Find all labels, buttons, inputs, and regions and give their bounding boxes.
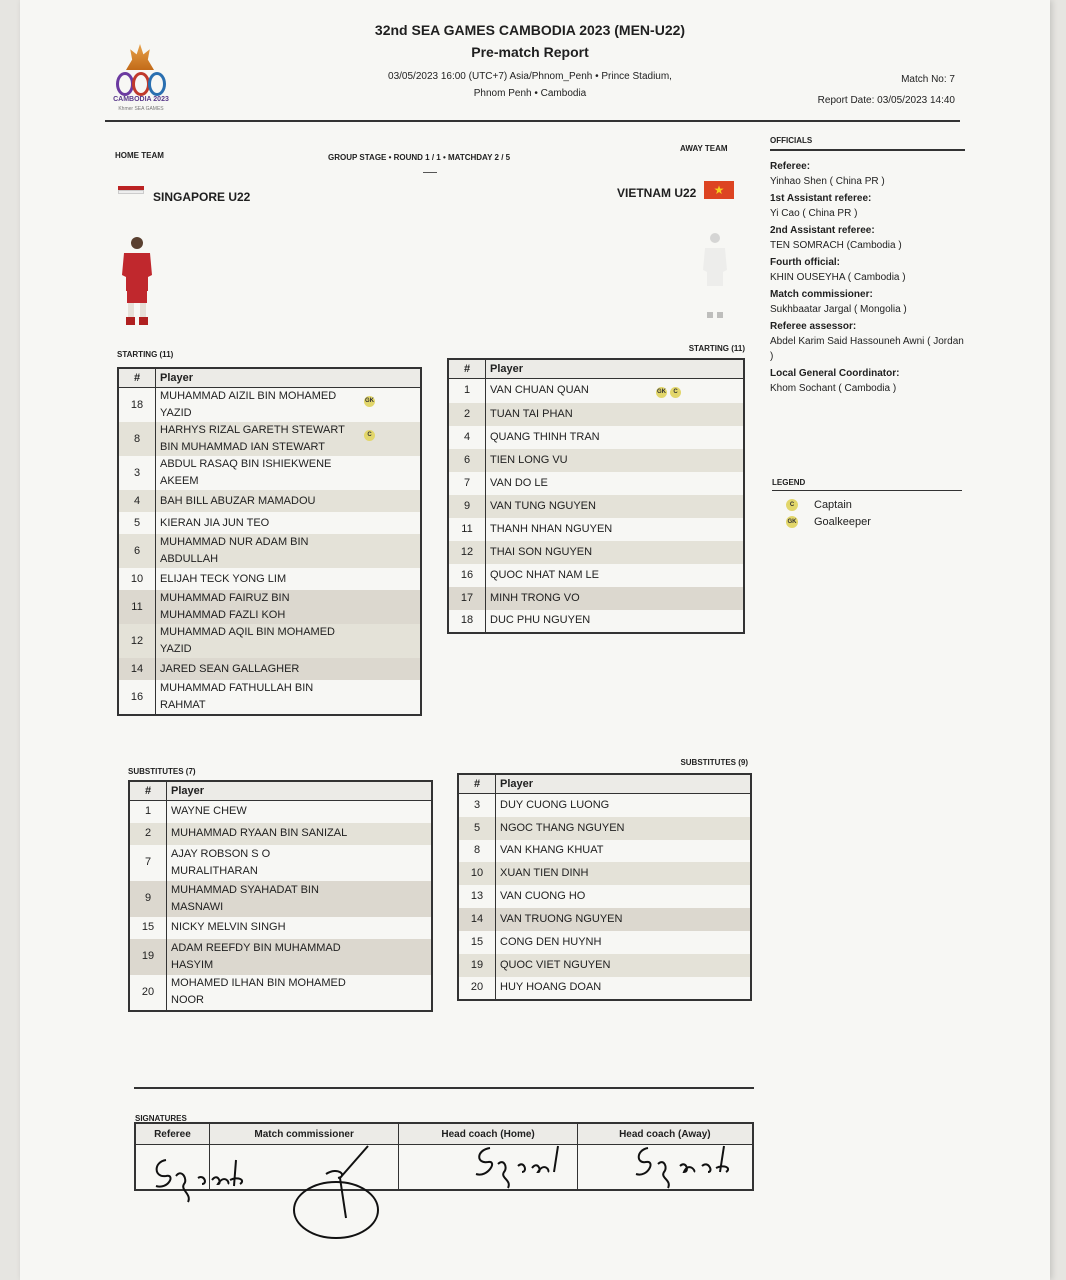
player-name: THAI SON NGUYEN: [490, 545, 593, 558]
home-subs-table: [128, 780, 433, 1012]
player-name: MOHAMED ILHAN BIN MOHAMED NOOR: [171, 977, 346, 1006]
table-row: [448, 472, 744, 495]
match-number: Match No: 7: [901, 74, 955, 85]
player-name: CONG DEN HUYNH: [500, 935, 602, 948]
table-row: [129, 917, 432, 939]
player-number: 9: [129, 881, 167, 917]
player-number: 8: [118, 422, 156, 456]
player-name: VAN TRUONG NGUYEN: [500, 912, 623, 925]
player-number: 10: [458, 862, 496, 885]
legend-goalkeeper-label: Goalkeeper: [814, 516, 871, 528]
player-name-cell: [486, 518, 745, 541]
table-row: [118, 512, 421, 534]
player-name: WAYNE CHEW: [171, 805, 247, 818]
player-number: 6: [448, 449, 486, 472]
player-name-cell: [496, 794, 752, 817]
away-subs-label: SUBSTITUTES (9): [680, 758, 748, 767]
home-subs-label: SUBSTITUTES (7): [128, 767, 196, 776]
table-row: [118, 568, 421, 590]
home-coach-signature: [468, 1140, 568, 1200]
player-name: MUHAMMAD SYAHADAT BIN MASNAWI: [171, 883, 319, 913]
report-date: Report Date: 03/05/2023 14:40: [817, 95, 955, 106]
player-number: 17: [448, 587, 486, 610]
officials-list: [770, 161, 965, 396]
table-row: [458, 794, 751, 817]
player-name-cell: [496, 954, 752, 977]
official-role: Fourth official:: [770, 257, 840, 268]
player-number: 8: [458, 840, 496, 862]
table-row: [448, 564, 744, 587]
player-name: VAN TUNG NGUYEN: [490, 499, 596, 512]
header-divider: [105, 120, 960, 122]
table-row: [448, 587, 744, 610]
player-name-cell: [486, 403, 745, 426]
player-name: VAN KHANG KHUAT: [500, 844, 604, 856]
player-name-cell: [496, 977, 752, 1000]
player-number: 12: [448, 541, 486, 564]
player-number: 3: [458, 794, 496, 817]
official-role: Referee assessor:: [770, 321, 857, 332]
player-name-cell: [167, 975, 433, 1011]
player-name-cell: [156, 422, 422, 456]
player-name-cell: [167, 881, 433, 917]
player-name-cell: [156, 512, 422, 534]
player-name-cell: [156, 680, 422, 715]
table-row: [118, 422, 421, 456]
away-coach-signature: [628, 1140, 738, 1200]
player-number: 7: [129, 845, 167, 881]
table-row: [448, 426, 744, 449]
logo-subtext: Khmer SEA GAMES: [118, 106, 164, 112]
player-name: MUHAMMAD FAIRUZ BIN MUHAMMAD FAZLI KOH: [160, 592, 290, 621]
table-row: [458, 885, 751, 908]
signatures-divider: [134, 1087, 754, 1089]
table-row: [448, 610, 744, 633]
away-starting-label: STARTING (11): [688, 344, 745, 353]
official-role: 1st Assistant referee:: [770, 193, 872, 204]
col-player-header: Player: [486, 359, 745, 379]
table-row: [129, 881, 432, 917]
vietnam-flag-icon: ★: [704, 181, 734, 199]
home-team-name: SINGAPORE U22: [153, 190, 251, 204]
player-name: BAH BILL ABUZAR MAMADOU: [160, 494, 316, 507]
referee-signature: [148, 1150, 258, 1210]
official-name: Abdel Karim Said Hassouneh Awni ( Jordan ): [770, 336, 964, 362]
sig-col-away-coach: Head coach (Away): [577, 1123, 753, 1145]
official-name: Sukhbaatar Jargal ( Mongolia ): [770, 304, 907, 315]
player-name: JARED SEAN GALLAGHER: [160, 662, 300, 675]
table-row: [129, 823, 432, 845]
table-row: [458, 908, 751, 931]
legend-goalkeeper: [772, 514, 962, 531]
officials-panel: [770, 136, 965, 396]
player-name: QUOC NHAT NAM LE: [490, 568, 599, 581]
official-name: KHIN OUSEYHA ( Cambodia ): [770, 272, 906, 283]
player-name: DUY CUONG LUONG: [500, 798, 610, 811]
player-name: XUAN TIEN DINH: [500, 866, 589, 879]
official-role: 2nd Assistant referee:: [770, 225, 875, 236]
player-name-cell: [156, 490, 422, 512]
legend-panel: [772, 478, 962, 531]
player-name-cell: [486, 564, 745, 587]
player-name: ADAM REEFDY BIN MUHAMMAD HASYIM: [171, 941, 341, 971]
player-number: 5: [458, 817, 496, 840]
officials-heading: OFFICIALS: [770, 136, 965, 151]
player-number: 15: [458, 931, 496, 954]
player-name: KIERAN JIA JUN TEO: [160, 516, 270, 529]
logo-flame-icon: [126, 44, 154, 70]
player-name-cell: [486, 495, 745, 518]
player-number: 12: [118, 624, 156, 658]
captain-badge-icon: C: [364, 430, 375, 441]
player-name: MUHAMMAD AIZIL BIN MOHAMED YAZID: [160, 390, 337, 419]
official-role: Match commissioner:: [770, 289, 873, 300]
table-row: [118, 534, 421, 568]
col-player-header: Player: [496, 774, 752, 794]
player-number: 6: [118, 534, 156, 568]
player-name-cell: [486, 587, 745, 610]
logo-rings-icon: [116, 72, 164, 94]
player-name-cell: [156, 534, 422, 568]
home-team-label: HOME TEAM: [115, 151, 164, 160]
player-name: QUANG THINH TRAN: [490, 430, 600, 443]
player-name: TIEN LONG VU: [490, 453, 568, 466]
official-name: Yi Cao ( China PR ): [770, 208, 858, 219]
table-row: [118, 680, 421, 715]
player-name-cell: [496, 931, 752, 954]
official-name: TEN SOMRACH (Cambodia ): [770, 240, 902, 251]
player-name: HARHYS RIZAL GARETH STEWART BIN MUHAMMAD IAN STEWART: [160, 424, 345, 453]
player-name: HUY HOANG DOAN: [500, 981, 602, 993]
player-name: MUHAMMAD NUR ADAM BIN ABDULLAH: [160, 536, 309, 565]
away-subs-table: [457, 773, 752, 1001]
table-row: [448, 379, 744, 403]
player-number: 11: [448, 518, 486, 541]
captain-badge-icon: C: [670, 387, 681, 398]
official-name: Yinhao Shen ( China PR ): [770, 176, 885, 187]
player-name: MUHAMMAD FATHULLAH BIN RAHMAT: [160, 682, 314, 711]
table-row: [448, 495, 744, 518]
goalkeeper-badge-icon: GK: [364, 396, 375, 407]
player-name: MINH TRONG VO: [490, 591, 580, 604]
player-name-cell: [156, 568, 422, 590]
player-name-cell: [167, 845, 433, 881]
date-line-1: 03/05/2023 16:00 (UTC+7) Asia/Phnom_Penh • Prince Stadium,: [388, 71, 672, 82]
legend-captain: [772, 497, 962, 514]
logo-text: CAMBODIA 2023: [113, 96, 169, 103]
col-number-header: #: [458, 774, 496, 794]
table-row: [448, 541, 744, 564]
legend-heading: LEGEND: [772, 478, 962, 491]
captain-badge-icon: C: [786, 499, 798, 511]
table-row: [129, 845, 432, 881]
score-dash: [423, 172, 437, 173]
player-name-cell: [156, 624, 422, 658]
player-number: 4: [448, 426, 486, 449]
player-number: 5: [118, 512, 156, 534]
player-name-cell: [167, 917, 433, 939]
player-number: 10: [118, 568, 156, 590]
player-marks: [364, 425, 378, 442]
player-name-cell: [167, 939, 433, 975]
col-number-header: #: [448, 359, 486, 379]
date-line-2: Phnom Penh • Cambodia: [473, 88, 587, 99]
player-name-cell: [496, 885, 752, 908]
player-name: VAN CHUAN QUAN: [490, 384, 589, 397]
player-name: NGOC THANG NGUYEN: [500, 821, 625, 834]
player-number: 16: [118, 680, 156, 715]
sig-col-commissioner: Match commissioner: [209, 1123, 399, 1145]
sig-col-home-coach: Head coach (Home): [399, 1123, 577, 1145]
player-name-cell: [496, 817, 752, 840]
player-name: VAN CUONG HO: [500, 889, 586, 902]
table-row: [458, 954, 751, 977]
player-name-cell: [167, 801, 433, 823]
player-number: 20: [458, 977, 496, 1000]
away-team-name: VIETNAM U22: [617, 186, 697, 200]
player-name: DUC PHU NGUYEN: [490, 614, 591, 626]
player-number: 16: [448, 564, 486, 587]
table-row: [458, 840, 751, 862]
report-title: 32nd SEA GAMES CAMBODIA 2023 (MEN-U22): [374, 22, 686, 38]
col-player-header: Player: [156, 368, 422, 388]
table-row: [448, 518, 744, 541]
col-number-header: #: [118, 368, 156, 388]
away-kit-icon: [700, 230, 730, 322]
player-name: ABDUL RASAQ BIN ISHIEKWENE AKEEM: [160, 458, 332, 487]
player-name: AJAY ROBSON S O MURALITHARAN: [171, 847, 271, 877]
goalkeeper-badge-icon: GK: [786, 516, 798, 528]
table-row: [118, 658, 421, 680]
player-number: 14: [118, 658, 156, 680]
player-number: 18: [448, 610, 486, 633]
sig-col-referee: Referee: [135, 1123, 209, 1145]
player-number: 20: [129, 975, 167, 1011]
table-row: [118, 456, 421, 490]
col-number-header: #: [129, 781, 167, 801]
table-row: [458, 977, 751, 1000]
player-marks: [364, 391, 378, 408]
signatures-label: SIGNATURES: [135, 1114, 187, 1123]
player-name-cell: [486, 426, 745, 449]
table-row: [129, 975, 432, 1011]
table-row: [458, 862, 751, 885]
table-row: [129, 939, 432, 975]
player-name-cell: [486, 610, 745, 633]
official-role: Referee:: [770, 161, 811, 172]
player-name-cell: [486, 449, 745, 472]
home-starting-table: [117, 367, 422, 716]
player-number: 11: [118, 590, 156, 624]
player-number: 1: [448, 379, 486, 403]
player-number: 19: [129, 939, 167, 975]
player-name-cell: [496, 840, 752, 862]
player-number: 3: [118, 456, 156, 490]
stage-info: GROUP STAGE • ROUND 1 / 1 • MATCHDAY 2 / 5: [328, 153, 511, 162]
official-name: Khom Sochant ( Cambodia ): [770, 383, 897, 394]
match-date-venue: [355, 68, 705, 102]
table-row: [118, 590, 421, 624]
player-name-cell: [496, 862, 752, 885]
player-name-cell: [167, 823, 433, 845]
goalkeeper-badge-icon: GK: [656, 387, 667, 398]
player-name: QUOC VIET NGUYEN: [500, 958, 611, 971]
player-name-cell: [496, 908, 752, 931]
player-name: MUHAMMAD AQIL BIN MOHAMED YAZID: [160, 626, 335, 655]
player-name: THANH NHAN NGUYEN: [490, 522, 613, 535]
table-row: [118, 624, 421, 658]
player-number: 1: [129, 801, 167, 823]
player-name-cell: [156, 456, 422, 490]
player-name-cell: [486, 379, 745, 403]
player-name: VAN DO LE: [490, 476, 548, 489]
table-row: [118, 490, 421, 512]
player-number: 4: [118, 490, 156, 512]
player-name-cell: [486, 472, 745, 495]
col-player-header: Player: [167, 781, 433, 801]
table-row: [129, 801, 432, 823]
table-row: [448, 449, 744, 472]
player-name: MUHAMMAD RYAAN BIN SANIZAL: [171, 827, 348, 839]
home-starting-label: STARTING (11): [117, 350, 174, 359]
sea-games-logo: [108, 44, 174, 118]
player-number: 14: [458, 908, 496, 931]
player-name: ELIJAH TECK YONG LIM: [160, 572, 287, 585]
table-row: [448, 403, 744, 426]
commissioner-signature: [290, 1140, 390, 1240]
official-role: Local General Coordinator:: [770, 368, 900, 379]
player-name-cell: [156, 388, 422, 423]
table-row: [118, 388, 421, 423]
player-name: NICKY MELVIN SINGH: [171, 921, 286, 933]
report-subtitle: Pre-match Report: [471, 44, 589, 60]
table-row: [458, 817, 751, 840]
away-team-label: AWAY TEAM: [680, 144, 728, 153]
player-number: 9: [448, 495, 486, 518]
player-number: 13: [458, 885, 496, 908]
player-name: TUAN TAI PHAN: [490, 407, 573, 420]
table-row: [458, 931, 751, 954]
player-number: 19: [458, 954, 496, 977]
player-number: 7: [448, 472, 486, 495]
player-name-cell: [156, 658, 422, 680]
home-kit-icon: [118, 235, 156, 327]
player-number: 2: [448, 403, 486, 426]
player-number: 15: [129, 917, 167, 939]
away-starting-table: [447, 358, 745, 634]
singapore-flag-icon: [118, 186, 144, 194]
player-name-cell: [156, 590, 422, 624]
player-number: 18: [118, 388, 156, 423]
player-marks: [656, 382, 684, 399]
player-number: 2: [129, 823, 167, 845]
legend-captain-label: Captain: [814, 499, 852, 511]
player-name-cell: [486, 541, 745, 564]
